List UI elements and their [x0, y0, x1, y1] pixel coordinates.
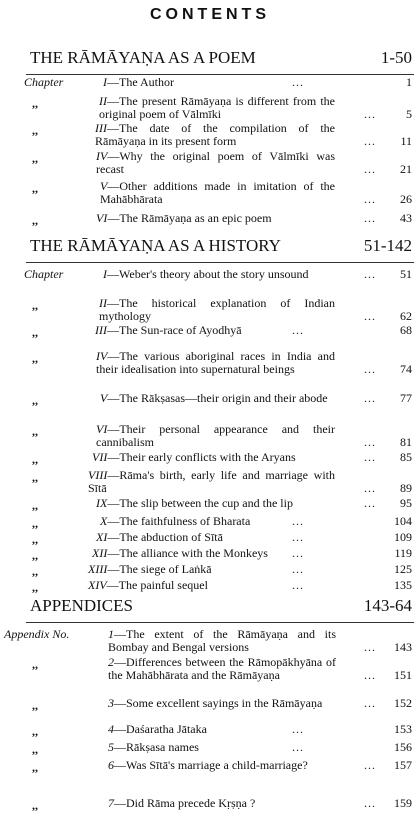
- entry-title: The various aboriginal races in India and their idealisation into supernatural beings: [96, 349, 335, 376]
- ditto-mark: ,,: [32, 96, 38, 110]
- entry-title: Their early conflicts with the Aryans: [119, 450, 296, 464]
- leader-dots: ...: [292, 546, 304, 560]
- entry-title: Did Rāma precede Kṛṣṇa ?: [126, 796, 256, 810]
- entry-number: IV: [96, 349, 108, 363]
- entry-page-number: 5: [406, 106, 412, 121]
- entry-number: 5: [108, 740, 114, 754]
- ditto-mark: ,,: [32, 298, 38, 312]
- entry-text: XI—The abduction of Sītā: [96, 530, 223, 544]
- leader-dots: ...: [364, 308, 376, 323]
- leader-dots: ...: [364, 667, 376, 682]
- entry-page-number: 125: [394, 562, 412, 576]
- entry-text: V—Other additions made in imitation of the Mahābhārata: [100, 179, 335, 206]
- entry-page-number: 159: [394, 796, 412, 810]
- entry-title: Weber's theory about the story unsound: [119, 267, 309, 281]
- ditto-mark: ,,: [32, 181, 38, 195]
- entry-page-number: 11: [400, 133, 412, 148]
- entry-number: V: [100, 179, 108, 193]
- entry-title: Was Sītā's marriage a child-marriage?: [126, 758, 308, 772]
- entry-title: Other additions made in imitation of the Mahābhārata: [100, 179, 335, 206]
- section-title: THE RĀMĀYAṆA AS A HISTORY: [30, 236, 281, 255]
- entry-number: VI: [96, 211, 108, 225]
- leader-dots: ...: [364, 267, 376, 281]
- leader-dots: ...: [364, 434, 376, 449]
- entry-label: Appendix No.: [4, 627, 70, 641]
- entry-title: The date of the compilation of the Rāmāyaṇa in its present form: [95, 121, 335, 148]
- entry-page-number: 119: [394, 546, 412, 560]
- entry-number: 6: [108, 758, 114, 772]
- ditto-mark: ,,: [32, 657, 38, 671]
- entry-title: The siege of Laṅkā: [119, 562, 212, 576]
- entry-title: The Sun-race of Ayodhyā: [119, 323, 242, 337]
- entry-title: Rākṣasa names: [126, 740, 199, 754]
- entry-number: II: [99, 296, 107, 310]
- entry-title: The slip between the cup and the lip: [119, 496, 293, 510]
- section-page-range: 1-50: [380, 48, 412, 67]
- entry-page-number: 151: [394, 667, 412, 682]
- entry-page-number: 1: [406, 75, 412, 89]
- entry-number: XIII: [88, 562, 108, 576]
- entry-number: 1: [108, 627, 114, 641]
- entry-page-number: 77: [400, 391, 412, 405]
- leader-dots: ...: [364, 480, 376, 495]
- entry-text: VI—Their personal appearance and their cannibalism: [96, 422, 335, 449]
- leader-dots: ...: [292, 722, 304, 736]
- entry-text: X—The faithfulness of Bharata: [100, 514, 251, 528]
- entry-number: II: [99, 94, 107, 108]
- entry-title: The Rāmāyaṇa as an epic poem: [119, 211, 272, 225]
- leader-dots: ...: [292, 740, 304, 754]
- section-page-range: 143-64: [363, 596, 412, 615]
- entry-title: Their personal appearance and their cannibalism: [96, 422, 335, 449]
- entry-text: V—The Rākṣasas—their origin and their abode: [100, 391, 328, 405]
- entry-page-number: 85: [400, 450, 412, 464]
- ditto-mark: ,,: [32, 424, 38, 438]
- entry-text: VIII—Rāma's birth, early life and marriage with Sītā: [88, 468, 335, 495]
- leader-dots: ...: [364, 796, 376, 810]
- entry-number: VII: [92, 450, 108, 464]
- entry-number: I: [103, 75, 107, 89]
- leader-dots: ...: [364, 191, 376, 206]
- entry-text: XIII—The siege of Laṅkā: [88, 562, 212, 576]
- section-divider: [26, 622, 414, 623]
- ditto-mark: ,,: [32, 548, 38, 562]
- entry-text: 4—Daśaratha Jātaka: [108, 722, 207, 736]
- entry-title: The faithfulness of Bharata: [119, 514, 251, 528]
- ditto-mark: ,,: [32, 123, 38, 137]
- ditto-mark: ,,: [32, 564, 38, 578]
- ditto-mark: ,,: [32, 351, 38, 365]
- ditto-mark: ,,: [32, 798, 38, 812]
- entry-title: Rāma's birth, early life and marriage with Sītā: [88, 468, 335, 495]
- ditto-mark: ,,: [32, 516, 38, 530]
- entry-text: 2—Differences between the Rāmopākhyāna of the Mahābhārata and the Rāmāyaṇa: [108, 655, 336, 682]
- entry-text: VII—Their early conflicts with the Aryans: [92, 450, 296, 464]
- entry-title: The historical explanation of Indian mythology: [99, 296, 335, 323]
- ditto-mark: ,,: [32, 742, 38, 756]
- section-title: APPENDICES: [30, 596, 133, 615]
- entry-number: 2: [108, 655, 114, 669]
- ditto-mark: ,,: [32, 580, 38, 594]
- entry-title: The abduction of Sītā: [119, 530, 223, 544]
- entry-title: The painful sequel: [118, 578, 208, 592]
- entry-number: IV: [96, 149, 108, 163]
- ditto-mark: ,,: [32, 213, 38, 227]
- entry-text: 7—Did Rāma precede Kṛṣṇa ?: [108, 796, 256, 810]
- leader-dots: ...: [292, 530, 304, 544]
- ditto-mark: ,,: [32, 393, 38, 407]
- entry-page-number: 89: [400, 480, 412, 495]
- entry-text: I—The Author: [103, 75, 174, 89]
- entry-page-number: 81: [400, 434, 412, 449]
- leader-dots: ...: [364, 361, 376, 376]
- ditto-mark: ,,: [32, 760, 38, 774]
- entry-text: III—The Sun-race of Ayodhyā: [95, 323, 242, 337]
- leader-dots: ...: [364, 496, 376, 510]
- entry-text: II—The present Rāmāyaṇa is different from the original poem of Vālmīki: [99, 94, 335, 121]
- entry-number: XI: [96, 530, 108, 544]
- ditto-mark: ,,: [32, 325, 38, 339]
- entry-title: The alliance with the Monkeys: [119, 546, 268, 560]
- entry-number: VIII: [88, 468, 108, 482]
- entry-text: 5—Rākṣasa names: [108, 740, 199, 754]
- ditto-mark: ,,: [32, 151, 38, 165]
- leader-dots: ...: [364, 450, 376, 464]
- leader-dots: ...: [292, 75, 304, 89]
- entry-page-number: 143: [394, 639, 412, 654]
- entry-page-number: 26: [400, 191, 412, 206]
- entry-title: The Rākṣasas—their origin and their abode: [119, 391, 328, 405]
- leader-dots: ...: [292, 323, 304, 337]
- entry-text: 1—The extent of the Rāmāyaṇa and its Bombay and Bengal versions: [108, 627, 336, 654]
- entry-text: IV—The various aboriginal races in India and their idealisation into supernatural beings: [96, 349, 335, 376]
- entry-page-number: 152: [394, 696, 412, 710]
- entry-title: Daśaratha Jātaka: [126, 722, 207, 736]
- entry-number: 7: [108, 796, 114, 810]
- section-divider: [26, 74, 414, 75]
- entry-number: 3: [108, 696, 114, 710]
- entry-title: The Author: [119, 75, 174, 89]
- leader-dots: ...: [292, 514, 304, 528]
- entry-number: VI: [96, 422, 108, 436]
- entry-title: Some excellent sayings in the Rāmāyaṇa: [126, 696, 323, 710]
- page-title: CONTENTS: [150, 6, 270, 23]
- entry-text: IX—The slip between the cup and the lip: [96, 496, 293, 510]
- entry-text: IV—Why the original poem of Vālmīki was recast: [96, 149, 335, 176]
- leader-dots: ...: [364, 133, 376, 148]
- entry-page-number: 104: [394, 514, 412, 528]
- entry-label: Chapter: [24, 267, 64, 281]
- entry-page-number: 156: [394, 740, 412, 754]
- entry-text: I—Weber's theory about the story unsound: [103, 267, 309, 281]
- leader-dots: ...: [364, 391, 376, 405]
- ditto-mark: ,,: [32, 470, 38, 484]
- ditto-mark: ,,: [32, 698, 38, 712]
- entry-page-number: 51: [400, 267, 412, 281]
- entry-number: III: [95, 121, 107, 135]
- entry-page-number: 95: [400, 496, 412, 510]
- entry-text: III—The date of the compilation of the Rāmāyaṇa in its present form: [95, 121, 335, 148]
- section-divider: [26, 262, 414, 263]
- entry-text: II—The historical explanation of Indian mythology: [99, 296, 335, 323]
- entry-number: V: [100, 391, 108, 405]
- section-title: THE RĀMĀYAṆA AS A POEM: [30, 48, 256, 67]
- entry-label: Chapter: [24, 75, 64, 89]
- entry-text: 6—Was Sītā's marriage a child-marriage?: [108, 758, 308, 772]
- leader-dots: ...: [364, 639, 376, 654]
- entry-text: 3—Some excellent sayings in the Rāmāyaṇa: [108, 696, 323, 710]
- entry-page-number: 157: [394, 758, 412, 772]
- entry-page-number: 43: [400, 211, 412, 225]
- section-page-range: 51-142: [363, 236, 412, 255]
- leader-dots: ...: [364, 106, 376, 121]
- leader-dots: ...: [364, 758, 376, 772]
- entry-page-number: 135: [394, 578, 412, 592]
- entry-page-number: 62: [400, 308, 412, 323]
- entry-title: The extent of the Rāmāyaṇa and its Bombay and Bengal versions: [108, 627, 336, 654]
- entry-text: XIV—The painful sequel: [88, 578, 208, 592]
- ditto-mark: ,,: [32, 724, 38, 738]
- leader-dots: ...: [364, 161, 376, 176]
- entry-page-number: 74: [400, 361, 412, 376]
- leader-dots: ...: [364, 696, 376, 710]
- ditto-mark: ,,: [32, 452, 38, 466]
- entry-number: III: [95, 323, 107, 337]
- entry-text: XII—The alliance with the Monkeys: [92, 546, 268, 560]
- leader-dots: ...: [364, 211, 376, 225]
- ditto-mark: ,,: [32, 498, 38, 512]
- entry-page-number: 153: [394, 722, 412, 736]
- entry-page-number: 109: [394, 530, 412, 544]
- entry-text: VI—The Rāmāyaṇa as an epic poem: [96, 211, 272, 225]
- entry-number: I: [103, 267, 107, 281]
- leader-dots: ...: [292, 578, 304, 592]
- entry-title: The present Rāmāyaṇa is different from the original poem of Vālmīki: [99, 94, 335, 121]
- entry-number: XII: [92, 546, 108, 560]
- entry-page-number: 21: [400, 161, 412, 176]
- entry-number: XIV: [88, 578, 107, 592]
- leader-dots: ...: [292, 562, 304, 576]
- entry-number: IX: [96, 496, 108, 510]
- entry-title: Why the original poem of Vālmīki was recast: [96, 149, 335, 176]
- entry-number: X: [100, 514, 108, 528]
- ditto-mark: ,,: [32, 532, 38, 546]
- entry-number: 4: [108, 722, 114, 736]
- entry-page-number: 68: [400, 323, 412, 337]
- entry-title: Differences between the Rāmopākhyāna of the Mahābhārata and the Rāmāyaṇa: [108, 655, 336, 682]
